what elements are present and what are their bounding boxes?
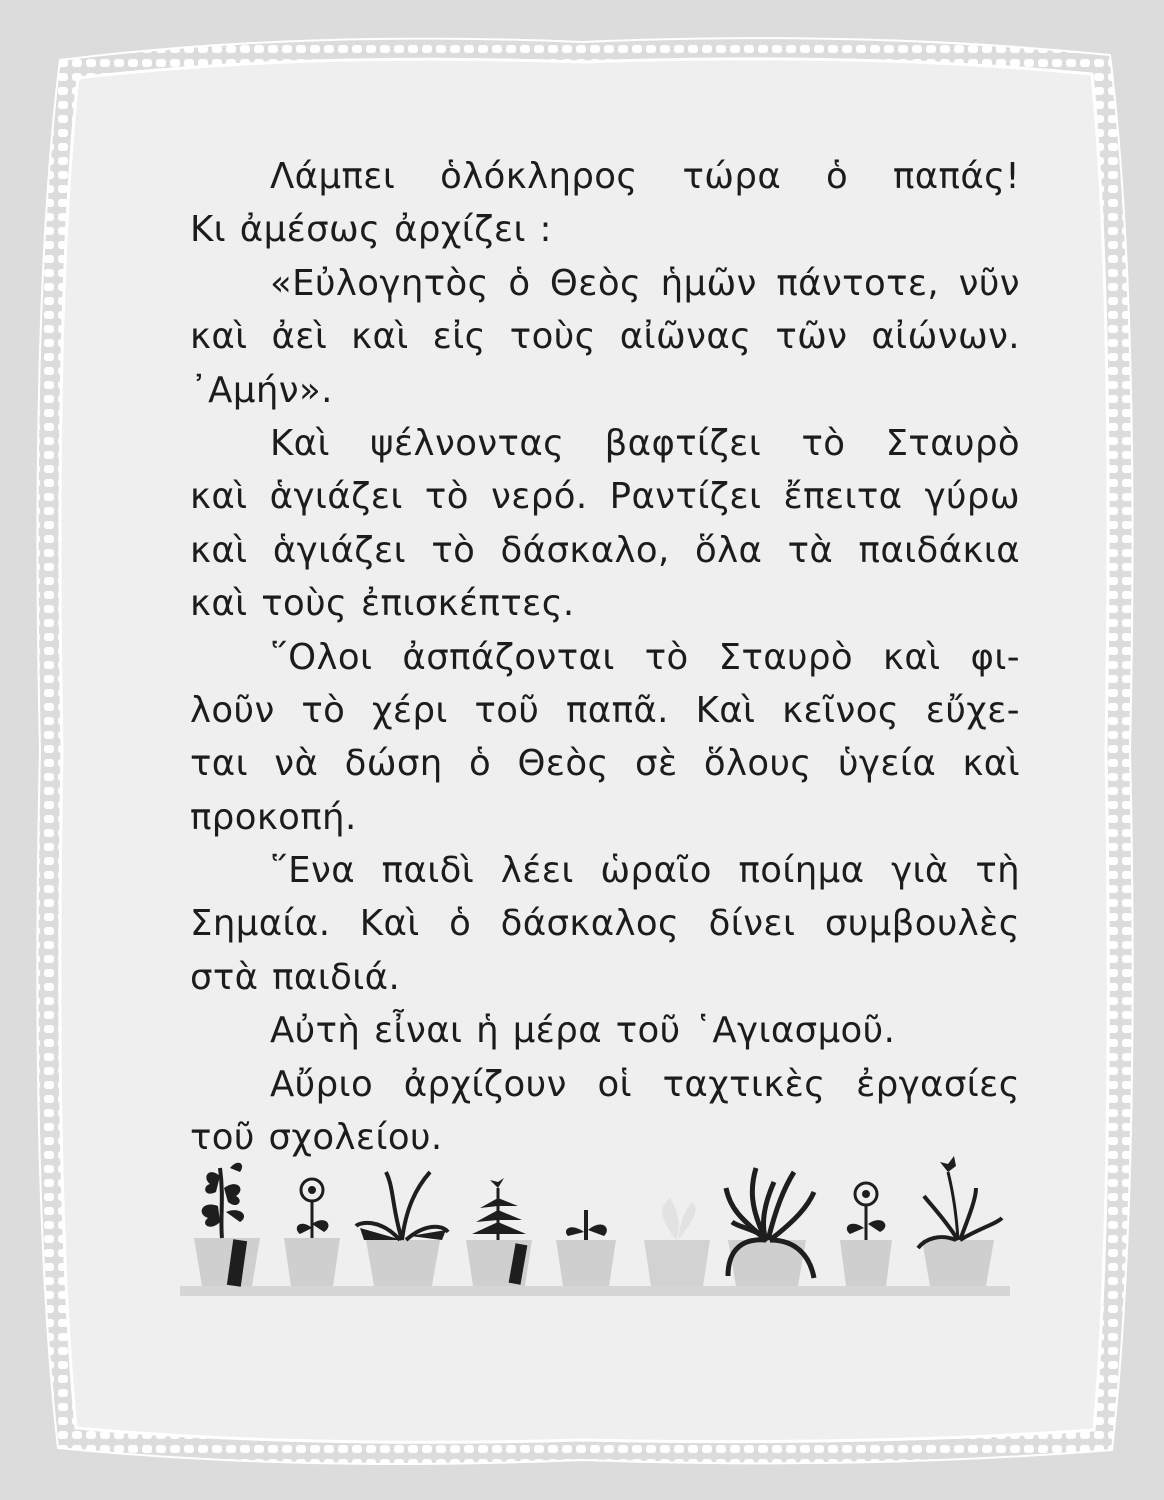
text-line: Λάμπει ὁλόκληρος τώρα ὁ παπάς! [270,156,1020,197]
text-line: ᾿Αμήν». [190,369,333,411]
plant-pot-1-icon [194,1163,260,1287]
plant-pot-2-icon [284,1179,340,1286]
plant-pot-4-icon [466,1178,532,1286]
text-line: ῞Ολοι ἀσπάζονται τὸ Σταυρὸ καὶ φι- [270,636,1020,678]
text-line: καὶ ἀεὶ καὶ εἰς τοὺς αἰῶνας τῶν αἰώνων. [190,316,1020,358]
text-line: καὶ ἁγιάζει τὸ δάσκαλο, ὅλα τὰ παιδάκια [190,529,1020,571]
text-line: ῞Ενα παιδὶ λέει ὡραῖο ποίημα γιὰ τὴ [270,850,1020,892]
text-line: προκοπή. [190,796,357,838]
text-line: στὰ παιδιά. [190,956,401,998]
plant-pot-7-icon [726,1168,814,1286]
text-line: λοῦν τὸ χέρι τοῦ παπᾶ. Καὶ κεῖνος εὔχε- [190,689,1020,731]
text-line: ται νὰ δώση ὁ Θεὸς σὲ ὅλους ὑγεία καὶ [190,743,1020,785]
text-line: Σημαία. Καὶ ὁ δάσκαλος δίνει συμβουλὲς [190,903,1020,945]
text-line: καὶ ἁγιάζει τὸ νερό. Ραντίζει ἔπειτα γύρω [190,476,1020,518]
story-text [190,150,1020,1164]
plant-pot-8-icon [840,1183,892,1286]
shelf-strip [180,1286,1010,1296]
plant-pot-9-icon [918,1156,1002,1286]
text-line: Καὶ ψέλνοντας βαφτίζει τὸ Σταυρὸ [270,422,1020,464]
potted-plants-row-icon [180,1148,1010,1298]
plant-pot-5-icon [556,1210,616,1286]
plant-pot-3-icon [356,1172,448,1286]
text-line: Αὐτὴ εἶναι ἡ μέρα τοῦ ῾Αγιασμοῦ. [270,1010,896,1052]
text-line: «Εὐλογητὸς ὁ Θεὸς ἡμῶν πάντοτε, νῦν [270,262,1020,304]
plant-pot-6-icon [644,1198,710,1286]
text-line: Κι ἀμέσως ἀρχίζει : [190,209,552,251]
text-line: τοῦ σχολείου. [190,1117,443,1159]
text-line: Αὔριο ἀρχίζουν οἱ ταχτικὲς ἐργασίες [270,1063,1020,1105]
text-line: καὶ τοὺς ἐπισκέπτες. [190,583,575,625]
